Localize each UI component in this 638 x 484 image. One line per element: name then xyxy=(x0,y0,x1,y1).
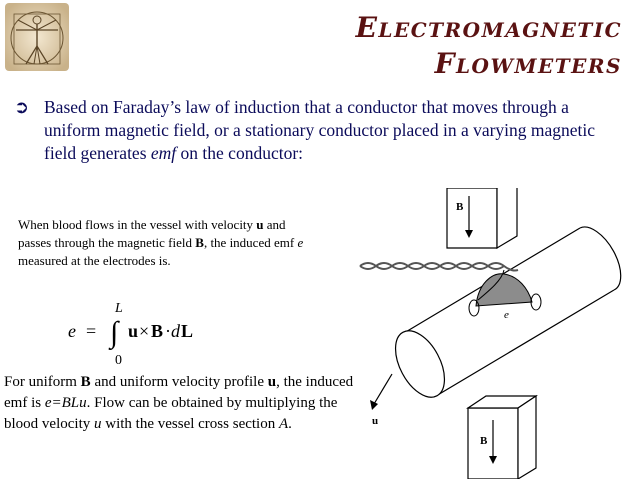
slide-title xyxy=(356,10,622,82)
b-label-top: B xyxy=(456,201,464,213)
electrode-left-icon xyxy=(469,300,479,316)
eq-L: L xyxy=(181,321,194,341)
eq-equals: = xyxy=(86,321,97,341)
vessel-far-end xyxy=(580,227,621,290)
eq-B: B xyxy=(151,321,164,341)
eq-integral-sign: ∫ xyxy=(110,316,119,349)
top-magnet-side xyxy=(497,188,517,248)
vitruvian-logo-icon xyxy=(4,2,70,72)
para1-t4: measured at the electrodes is. xyxy=(18,253,171,268)
bullet-point xyxy=(14,96,629,165)
top-magnet-front xyxy=(447,188,497,248)
para2-t3: , the induced emf is xyxy=(4,374,354,411)
u-label: u xyxy=(372,415,379,427)
para2-t2: and uniform velocity profile xyxy=(90,374,268,390)
para2-u2: u xyxy=(94,416,102,432)
para1-u: u xyxy=(256,217,264,232)
eq-lhs: e xyxy=(68,321,76,341)
para1-t2: and passes through the magnetic field xyxy=(18,217,286,250)
bullet-text-part2: on the conductor: xyxy=(176,143,304,163)
curved-arrow-bullet-icon: ➲ xyxy=(14,97,30,118)
blood-flow-description xyxy=(18,216,318,270)
eq-d: d xyxy=(171,321,180,341)
bullet-emf: emf xyxy=(150,143,177,163)
para1-e: e xyxy=(297,235,304,250)
vessel-near-end xyxy=(385,323,454,405)
para2-A: A xyxy=(278,416,289,432)
title-line-2: Flowmeters xyxy=(434,47,622,80)
para2-u: u xyxy=(267,374,277,390)
velocity-arrow xyxy=(374,374,392,404)
eq-dot: · xyxy=(165,321,171,341)
para2-B: B xyxy=(80,374,91,390)
bullet-text xyxy=(44,96,629,165)
para2-formula: e=BLu xyxy=(44,395,87,411)
para2-t6: . xyxy=(288,416,292,432)
bottom-magnet-side xyxy=(518,396,536,479)
para1-t1: When blood flows in the vessel with velocity xyxy=(18,217,257,232)
title-line-1: Electromagnetic xyxy=(355,11,622,44)
para1-t3: , the induced emf xyxy=(203,235,298,250)
uniform-flow-description xyxy=(4,372,354,435)
para1-B: B xyxy=(195,235,204,250)
para2-t4: . Flow can be obtained by multiplying the blood velocity xyxy=(4,395,338,432)
b-label-bottom: B xyxy=(480,435,488,447)
eq-lower-limit: 0 xyxy=(115,353,122,368)
emf-integral-equation xyxy=(68,298,268,368)
eq-times: × xyxy=(139,321,150,341)
velocity-arrowhead xyxy=(370,400,378,410)
para2-t1: For uniform xyxy=(4,374,81,390)
flowmeter-diagram xyxy=(352,188,638,479)
para2-t5: with the vessel cross section xyxy=(101,416,279,432)
bullet-text-part1: Based on Faraday’s law of induction that a conductor that moves through a uniform magnetic field, or a stationary conductor placed in a varying magnetic field generates xyxy=(44,97,596,163)
electrode-region xyxy=(476,274,532,306)
eq-upper-limit: L xyxy=(115,301,123,316)
eq-u: u xyxy=(128,321,139,341)
e-label: e xyxy=(504,309,509,321)
